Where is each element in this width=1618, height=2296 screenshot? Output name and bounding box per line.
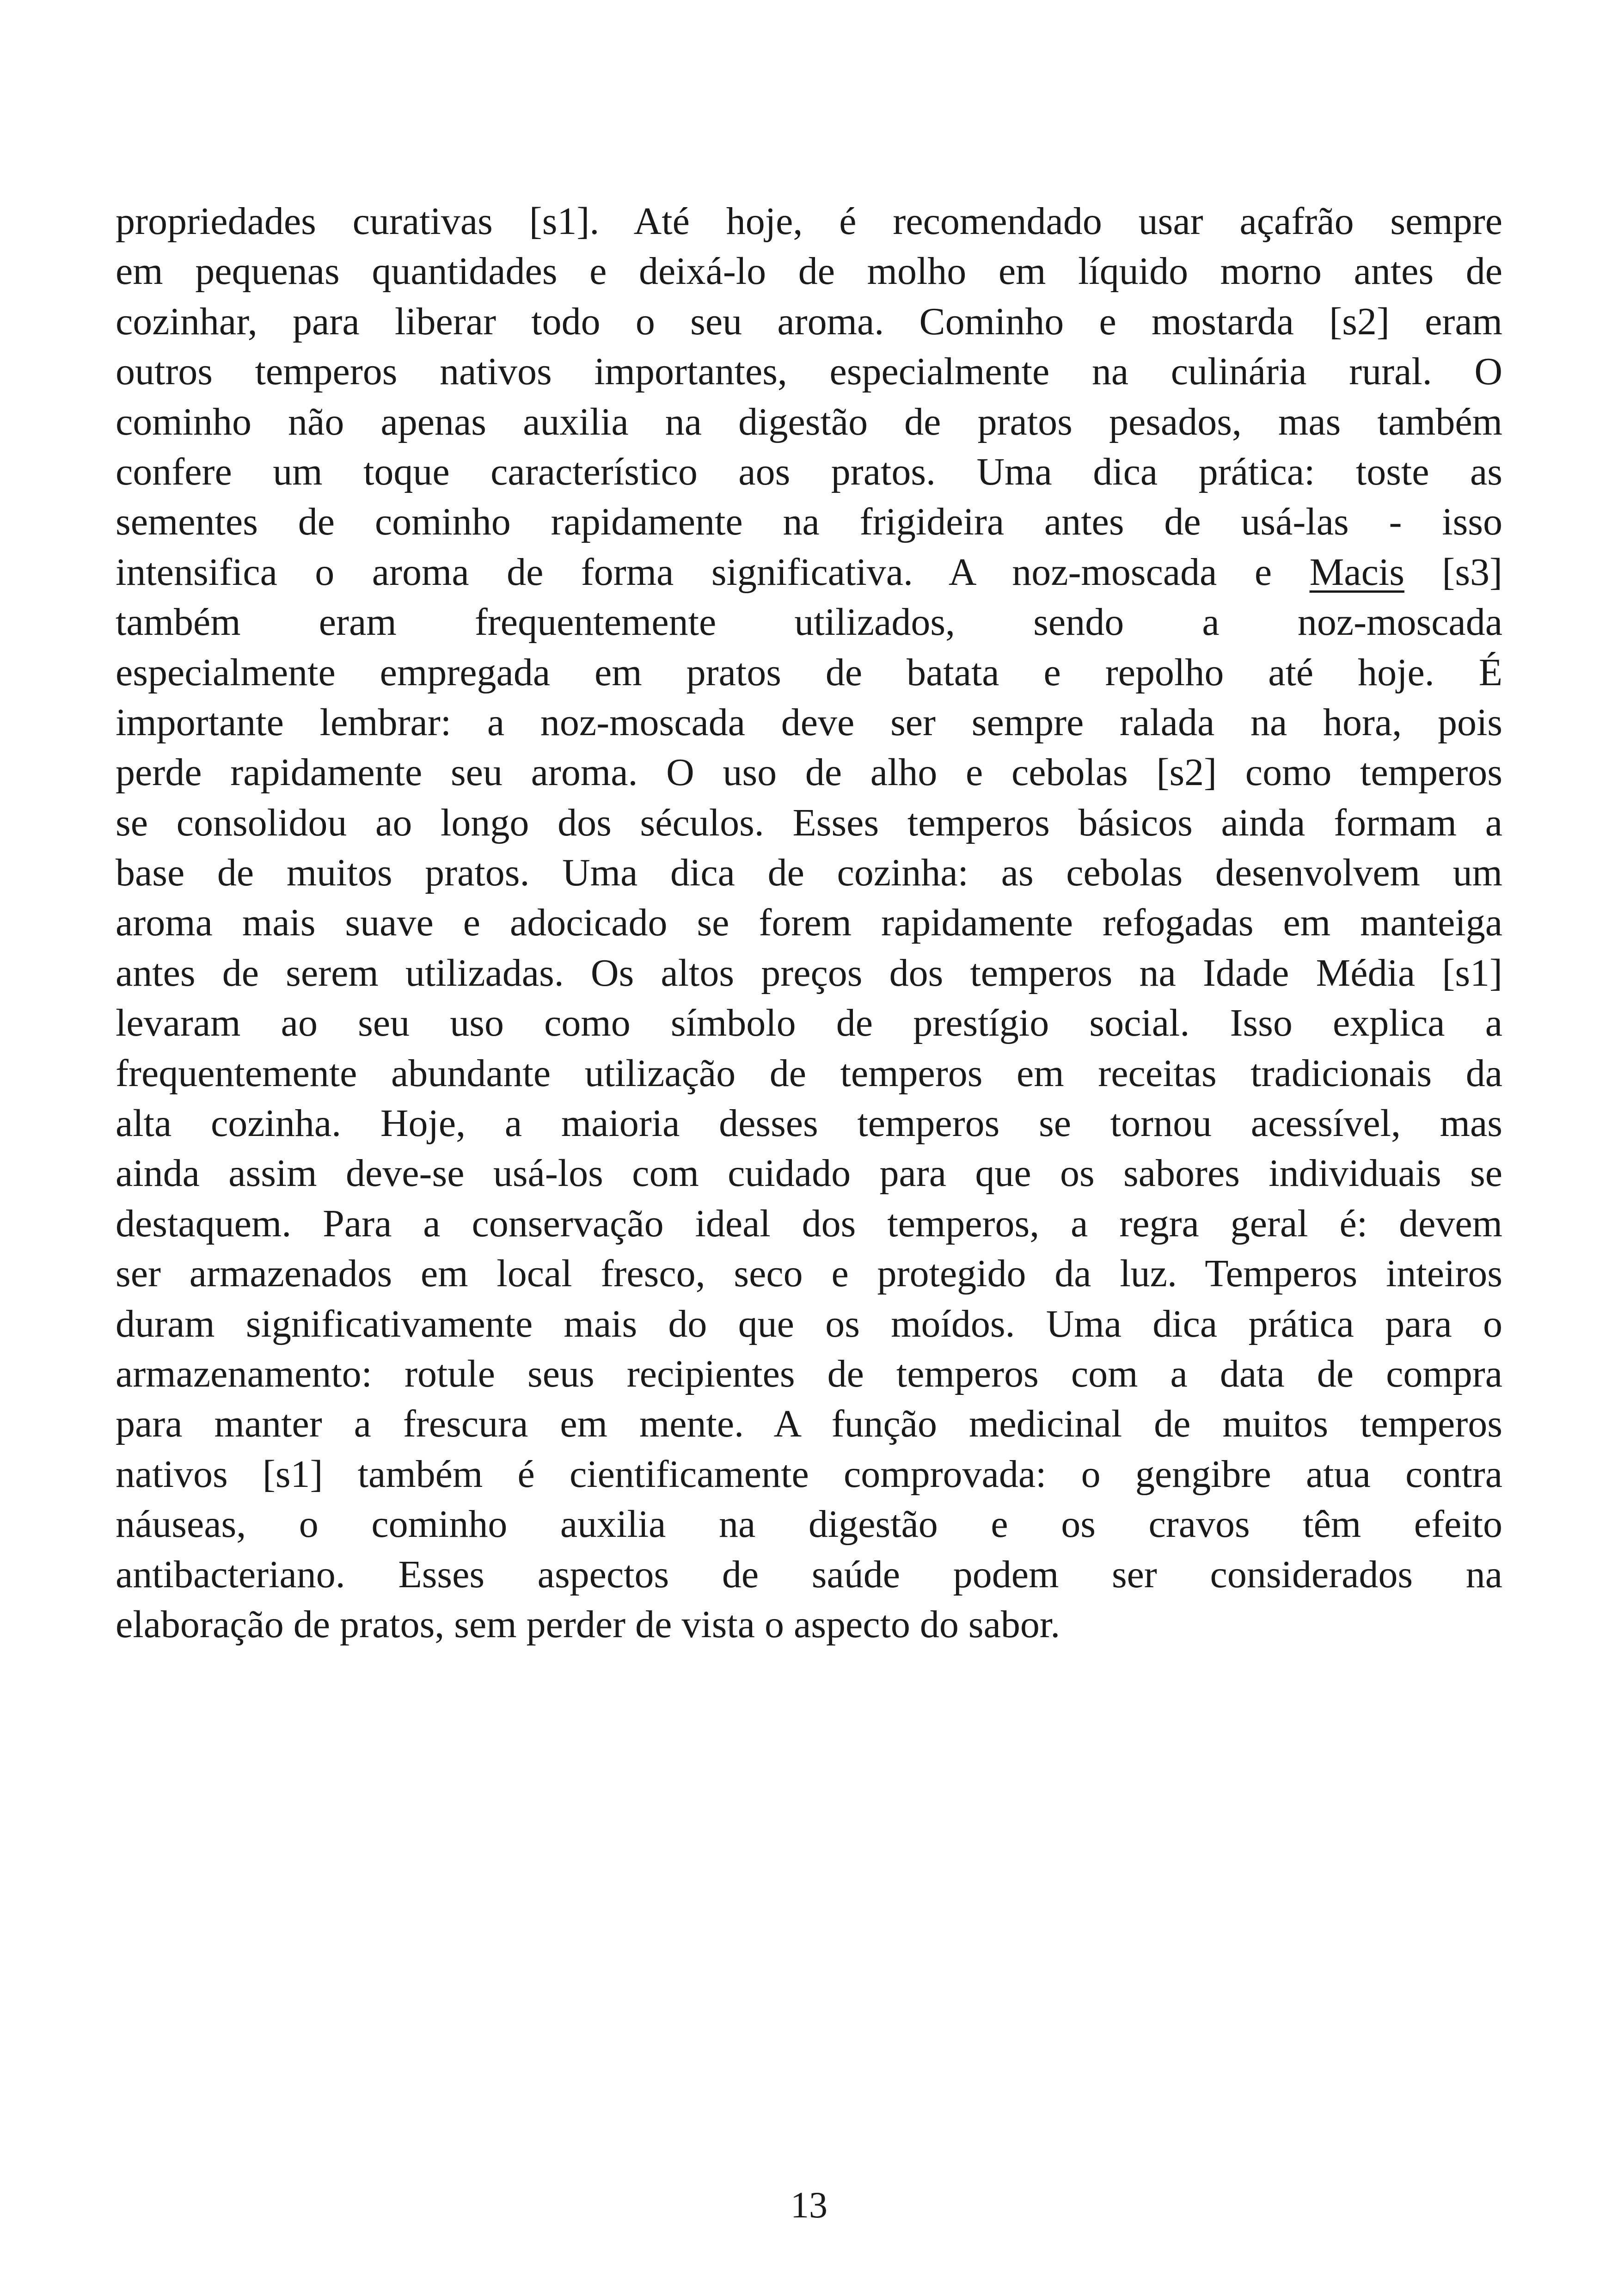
text-line: cominho não apenas auxilia na digestão de pratos pesados, mas também: [116, 400, 1502, 443]
text-line: confere um toque característico aos pratos. Uma dica prática: toste as: [116, 450, 1502, 493]
text-line: antes de serem utilizadas. Os altos preços dos temperos na Idade Média [s1]: [116, 951, 1502, 995]
text-line: antibacteriano. Esses aspectos de saúde podem ser considerados na: [116, 1553, 1502, 1596]
text-segment: intensifica o aroma de forma significativa. A noz-moscada e: [116, 550, 1310, 594]
text-line: sementes de cominho rapidamente na frigideira antes de usá-las - isso: [116, 500, 1502, 544]
text-line: destaquem. Para a conservação ideal dos temperos, a regra geral é: devem: [116, 1202, 1502, 1245]
text-line: ainda assim deve-se usá-los com cuidado para que os sabores individuais se: [116, 1152, 1502, 1195]
text-line: também eram frequentemente utilizados, sendo a noz-moscada: [116, 601, 1502, 644]
text-line: em pequenas quantidades e deixá-lo de molho em líquido morno antes de: [116, 250, 1502, 293]
text-line: náuseas, o cominho auxilia na digestão e os cravos têm efeito: [116, 1503, 1502, 1546]
text-line: se consolidou ao longo dos séculos. Esses temperos básicos ainda formam a: [116, 801, 1502, 844]
text-line: duram significativamente mais do que os moídos. Uma dica prática para o: [116, 1302, 1502, 1345]
text-line: cozinhar, para liberar todo o seu aroma. Cominho e mostarda [s2] eram: [116, 300, 1502, 343]
text-line: armazenamento: rotule seus recipientes de temperos com a data de compra: [116, 1352, 1502, 1395]
page-number: 13: [791, 2185, 827, 2226]
text-line: ser armazenados em local fresco, seco e protegido da luz. Temperos inteiros: [116, 1252, 1502, 1295]
body-paragraph: [116, 196, 1502, 1650]
text-line: importante lembrar: a noz-moscada deve ser sempre ralada na hora, pois: [116, 700, 1502, 744]
text-segment: [s3]: [1404, 550, 1502, 594]
text-line: [116, 547, 1502, 597]
text-line: aroma mais suave e adocicado se forem rapidamente refogadas em manteiga: [116, 901, 1502, 945]
text-line: frequentemente abundante utilização de temperos em receitas tradicionais da: [116, 1051, 1502, 1095]
text-line: nativos [s1] também é cientificamente comprovada: o gengibre atua contra: [116, 1452, 1502, 1496]
macis-link[interactable]: Macis: [1309, 550, 1404, 594]
text-line: elaboração de pratos, sem perder de vista o aspecto do sabor.: [116, 1602, 1060, 1646]
text-line: propriedades curativas [s1]. Até hoje, é recomendado usar açafrão sempre: [116, 200, 1502, 243]
text-line: especialmente empregada em pratos de batata e repolho até hoje. É: [116, 651, 1502, 694]
text-line: base de muitos pratos. Uma dica de cozinha: as cebolas desenvolvem um: [116, 851, 1502, 895]
text-line: outros temperos nativos importantes, especialmente na culinária rural. O: [116, 350, 1502, 393]
text-line: perde rapidamente seu aroma. O uso de alho e cebolas [s2] como temperos: [116, 751, 1502, 794]
text-line: alta cozinha. Hoje, a maioria desses temperos se tornou acessível, mas: [116, 1102, 1502, 1145]
text-line: para manter a frescura em mente. A função medicinal de muitos temperos: [116, 1402, 1502, 1446]
text-line: levaram ao seu uso como símbolo de prestígio social. Isso explica a: [116, 1001, 1502, 1045]
